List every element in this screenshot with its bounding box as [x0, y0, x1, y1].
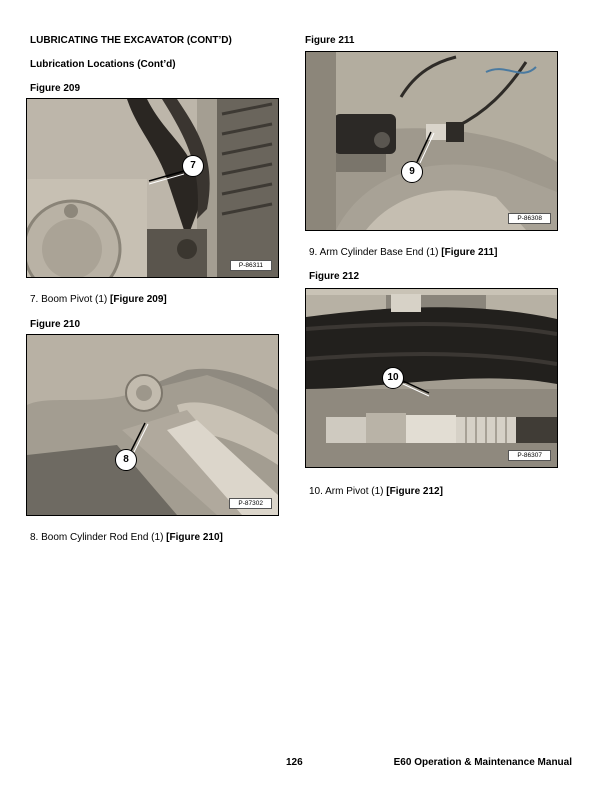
item-10-caption: 10. Arm Pivot (1) [Figure 212] [309, 486, 443, 497]
figure-209-label: Figure 209 [30, 83, 81, 94]
callout-10: 10 [382, 367, 404, 389]
manual-title: E60 Operation & Maintenance Manual [393, 757, 572, 768]
figure-210-label: Figure 210 [30, 319, 81, 330]
figure-212-label: Figure 212 [309, 271, 360, 282]
figure-212-photo [305, 288, 558, 468]
callout-9: 9 [401, 161, 423, 183]
figure-210-photo [26, 334, 279, 516]
figure-209-number: P-86311 [230, 260, 272, 271]
subsection-title: Lubrication Locations (Cont’d) [30, 59, 176, 70]
item-7-caption: 7. Boom Pivot (1) [Figure 209] [30, 294, 167, 305]
figure-209-photo [26, 98, 279, 278]
figure-211-number: P-86308 [508, 213, 551, 224]
callout-7: 7 [182, 155, 204, 177]
callout-8: 8 [115, 449, 137, 471]
page-number: 126 [286, 757, 303, 768]
figure-211-label: Figure 211 [305, 35, 355, 46]
figure-212-number: P-86307 [508, 450, 551, 461]
item-8-caption: 8. Boom Cylinder Rod End (1) [Figure 210] [30, 532, 223, 543]
section-title: LUBRICATING THE EXCAVATOR (CONT’D) [30, 35, 232, 46]
item-9-caption: 9. Arm Cylinder Base End (1) [Figure 211] [309, 247, 498, 258]
figure-211-photo [305, 51, 558, 231]
figure-210-number: P-87302 [229, 498, 272, 509]
